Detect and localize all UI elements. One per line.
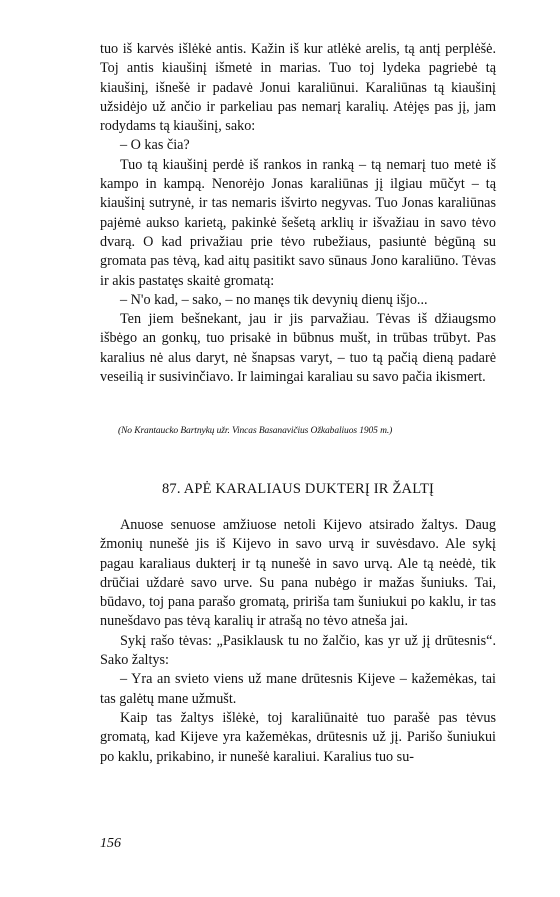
paragraph: Kaip tas žaltys išlėkė, toj karaliūnaitė tuo parašė pas tėvus gromatą, kad Kijeve yra kažemėkas, drūtesnis už jį. Parišo šuniukui po kaklu, prikabino, ir nunešė karaliui. Karalius tuo su- xyxy=(100,709,496,765)
chapter-title: 87. APĖ KARALIAUS DUKTERĮ IR ŽALTĮ xyxy=(161,481,435,497)
story-continuation-text xyxy=(100,40,496,387)
paragraph: tuo iš karvės išlėkė antis. Kažin iš kur atlėkė arelis, tą antį perplėšė. Toj antis kiaušinį išmetė in marias. Tuo toj lydeka pagriebė tą kiaušinį, išnešė ir padavė Jonui karaliūnui. Karaliūnas tą kiaušinį užsidėjo už ančio ir parkeliau pas nemarį karalių. Atėjęs pas jį, jam rodydams tą kiaušinį, sako: xyxy=(100,41,496,135)
source-note: (No Krantaucko Bartnykų užr. Vincas Basanavičius Ožkabaliuos 1905 m.) xyxy=(118,426,393,436)
paragraph: Tuo tą kiaušinį perdė iš rankos in ranką – tą nemarį tuo metė iš kampo in kampą. Nenorėjo Jonas karaliūnas jį ilgiau mūčyt – tą kiaušinį sutrynė, ir tas nemaris išvirto negyvas. Tuo Jonas karaliūnas pajėmė aukso karietą, pakinkė šešetą arklių ir išvažiau in savo tėvo dvarą. O kad privažiau prie tėvo rubežiaus, pasiuntė bėgūną su gromata pas tėvą, kad aitų pasitikt savo sūnaus Jono karaliūno. Tėvas ir akis pastatęs skaitė gromatą: xyxy=(100,156,496,289)
page-number: 156 xyxy=(100,836,121,851)
paragraph: Ten jiem bešnekant, jau ir jis parvažiau. Tėvas iš džiaugsmo išbėgo an gonkų, tuo prisakė in būbnus mušt, in trūbas trūbyt. Pas karalius nė alus daryt, nė šnapsas varyt, – tuo tą pačią dieną padarė veseilią ir susivinčiavo. Ir laimingai karaliau su savo pačia ikismert. xyxy=(100,311,496,386)
chapter-body-text xyxy=(100,516,496,767)
paragraph: – N'o kad, – sako, – no manęs tik devynių dienų išjo... xyxy=(120,291,428,308)
paragraph: Anuose senuose amžiuose netoli Kijevo atsirado žaltys. Daug žmonių nunešė jis iš Kijevo in savo urvą ir suvėsdavo. Ale sykį pagau karaliaus dukterį ir tą nunešė in savo urvą. Ale tą neėdė, tik drūčiai uždarė savo urve. Su pana nubėgo ir mažas šuniuks. Tai, būdavo, toj pana parašo gromatą, pririša tam šuniukui po kaklu, ir tas nunešdavo pas tėvą karalių ir atrašą no tėvo atneša jai. xyxy=(100,517,496,630)
paragraph: – Yra an svieto viens už mane drūtesnis Kijeve – kažemėkas, tai tas galėtų mane užmušt. xyxy=(100,671,496,707)
paragraph: – O kas čia? xyxy=(120,137,190,154)
paragraph: Sykį rašo tėvas: „Pasiklausk tu no žalčio, kas yr už jį drūtesnis“. Sako žaltys: xyxy=(100,632,496,669)
